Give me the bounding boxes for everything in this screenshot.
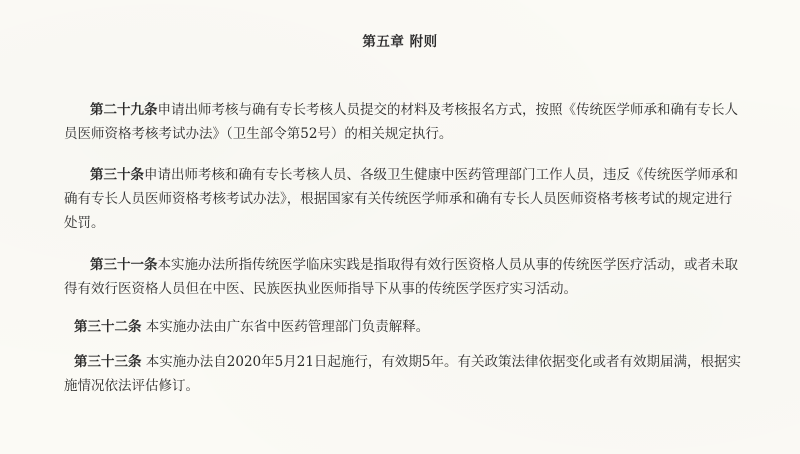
article-32-text: 本实施办法由广东省中医药管理部门负责解释。 [141, 319, 430, 335]
article-29 [64, 98, 744, 146]
article-31-text: 本实施办法所指传统医学临床实践是指取得有效行医资格人员从事的传统医学医疗活动，或者未取得有效行医资格人员但在中医、民族医执业医师指导下从事的传统医学医疗实习活动。 [64, 257, 738, 297]
article-33-text: 本实施办法自2020年5月21日起施行，有效期5年。有关政策法律依据变化或者有效期届满，根据实施情况依法评估修订。 [64, 354, 742, 394]
chapter-title: 第五章 附则 [362, 34, 438, 50]
article-31 [64, 253, 744, 301]
article-32 [64, 315, 744, 339]
article-32-number: 第三十二条 [74, 319, 142, 335]
article-30-number: 第三十条 [90, 167, 144, 183]
article-30-text: 申请出师考核和确有专长考核人员、各级卫生健康中医药管理部门工作人员，违反《传统医学师承和确有专长人员医师资格考核考试办法》，根据国家有关传统医学师承和确有专长人员医师资格考核考试的规定进行处罚。 [64, 167, 738, 231]
article-31-number: 第三十一条 [90, 257, 158, 273]
article-30 [64, 163, 744, 235]
article-33 [64, 350, 744, 398]
article-33-number: 第三十三条 [74, 354, 142, 370]
article-29-text: 申请出师考核与确有专长考核人员提交的材料及考核报名方式，按照《传统医学师承和确有专长人员医师资格考核考试办法》（卫生部令第52号）的相关规定执行。 [64, 102, 738, 142]
article-29-number: 第二十九条 [90, 102, 158, 118]
